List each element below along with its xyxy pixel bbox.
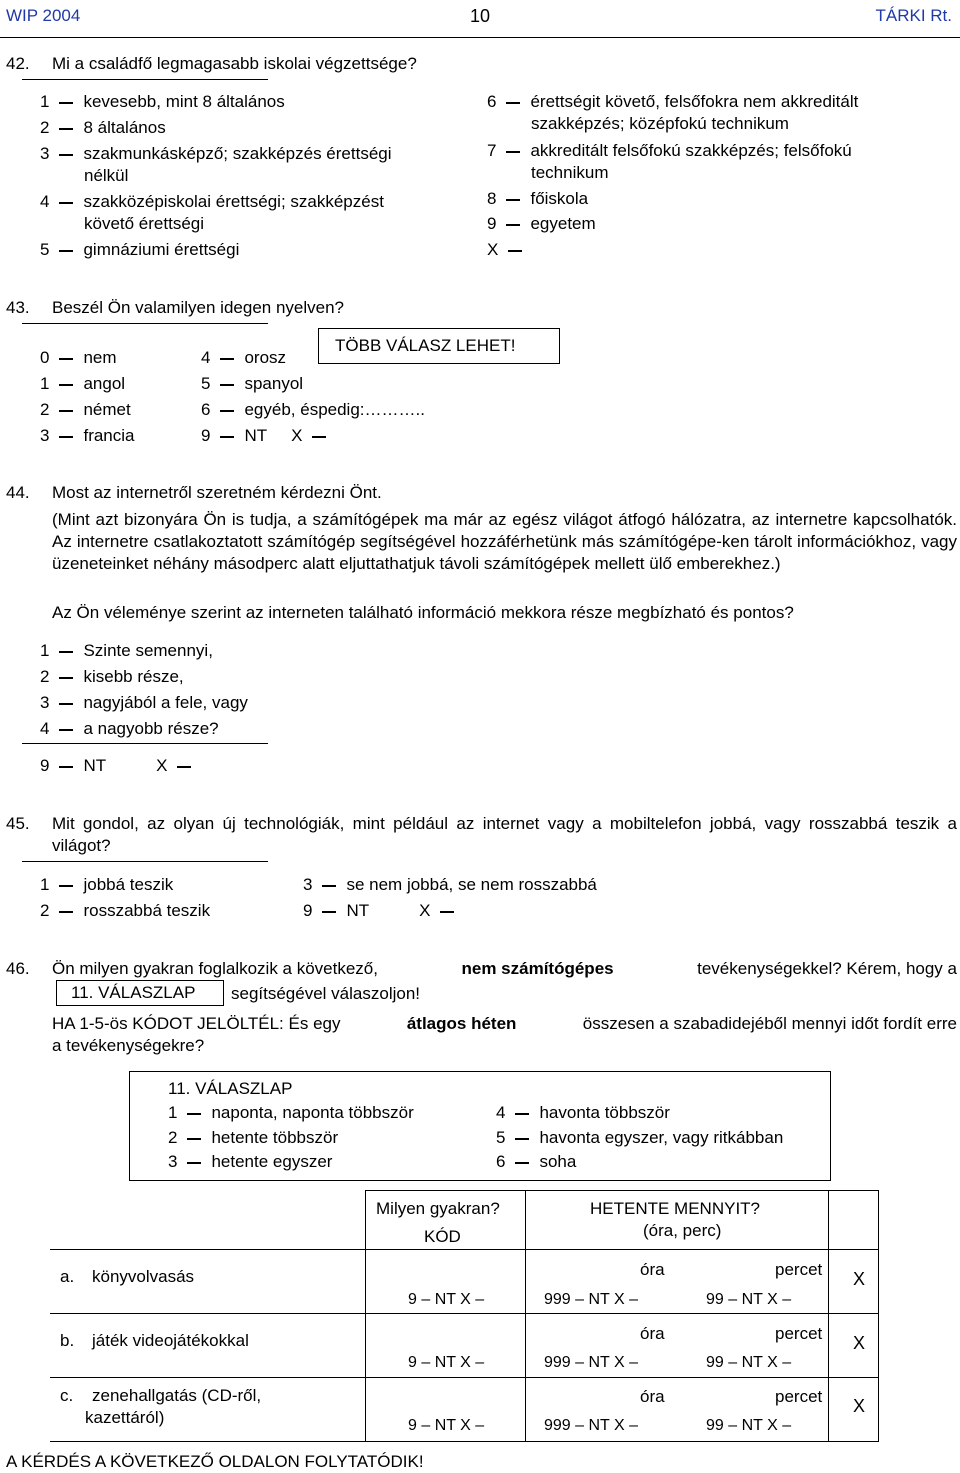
- activity-letter: a.: [60, 1267, 75, 1286]
- table-line: [525, 1190, 526, 1441]
- q44-text: Most az internetről szeretném kérdezni Önt.: [52, 483, 382, 502]
- q44-option: 3 nagyjából a fele, vagy: [40, 693, 248, 712]
- q43-option: 3 francia: [40, 426, 135, 445]
- activity-label: zenehallgatás (CD-ről,: [92, 1386, 262, 1405]
- q46-line1: Ön milyen gyakran foglalkozik a következő, nem számítógépes tevékenységekkel? Kérem, hogy a: [52, 959, 957, 978]
- q42-option: 9 egyetem: [487, 214, 596, 233]
- q43-option: 2 német: [40, 400, 131, 419]
- table-line: [50, 1313, 879, 1314]
- q42-option: 2 8 általános: [40, 118, 166, 137]
- showcard-option: 3 hetente egyszer: [168, 1152, 333, 1171]
- hours-nt: 999 – NT X –: [544, 1417, 638, 1434]
- header-rule: [0, 37, 960, 38]
- q45-option: 9 NT X: [303, 901, 464, 921]
- q46-number: 46.: [6, 959, 30, 978]
- col-header-weekly: HETENTE MENNYIT?: [590, 1199, 761, 1218]
- q44-paragraph: (Mint azt bizonyára Ön is tudja, a számítógépek ma már az egész világot átfogó hálózatra, az internetre kapcsolhatók. Az internetre csatlakoztatott számítógép segítségével hozzáférhetünk más számítógépe-ken tárolt információkhoz, vagy üzeneteinket néhány másodperc alatt eljuttathatjuk távoli számítógépek mellett ülő emberekhez.): [52, 510, 957, 573]
- minutes-label: percet: [775, 1387, 823, 1406]
- table-line: [50, 1377, 879, 1378]
- q45-number: 45.: [6, 814, 30, 833]
- q44-number: 44.: [6, 483, 30, 502]
- q43-text: Beszél Ön valamilyen idegen nyelven?: [52, 298, 345, 317]
- q44-option: 4 a nagyobb része?: [40, 719, 219, 738]
- hours-nt: 999 – NT X –: [544, 1354, 638, 1371]
- col-header-frequency: Milyen gyakran?: [376, 1199, 500, 1218]
- q43-option: 5 spanyol: [201, 374, 304, 393]
- q45-rule: [22, 861, 268, 862]
- q42-option-cont: technikum: [531, 163, 609, 182]
- activity-label-cont: kazettáról): [85, 1408, 165, 1427]
- table-line: [365, 1190, 366, 1441]
- minutes-label: percet: [775, 1324, 823, 1343]
- page-number: 10: [470, 6, 491, 26]
- row-x: X: [853, 1396, 866, 1416]
- q44-rule: [22, 743, 268, 744]
- q42-option-cont: követő érettségi: [84, 214, 205, 233]
- q42-option: 1 kevesebb, mint 8 általános: [40, 92, 285, 111]
- minutes-label: percet: [775, 1260, 823, 1279]
- row-x: X: [853, 1333, 866, 1353]
- showcard-option: 1 naponta, naponta többször: [168, 1103, 414, 1122]
- code-nt: 9 – NT X –: [408, 1417, 485, 1434]
- q43-rule: [22, 323, 268, 324]
- q44-option: 2 kisebb része,: [40, 667, 184, 686]
- table-line: [365, 1190, 879, 1191]
- activity-label: könyvolvasás: [92, 1267, 195, 1286]
- minutes-nt: 99 – NT X –: [706, 1354, 792, 1371]
- showcard-option: 5 havonta egyszer, vagy ritkábban: [496, 1128, 784, 1147]
- q43-option: 9 NT X: [201, 426, 336, 446]
- multi-answer-badge: TÖBB VÁLASZ LEHET!: [318, 328, 560, 364]
- activity-letter: c.: [60, 1386, 74, 1405]
- row-x: X: [853, 1269, 866, 1289]
- code-nt: 9 – NT X –: [408, 1291, 485, 1308]
- q44-question: Az Ön véleménye szerint az interneten található információ mekkora része megbízható és pontos?: [52, 603, 794, 622]
- q42-option: 6 érettségit követő, felsőfokra nem akkreditált: [487, 92, 859, 111]
- activity-letter: b.: [60, 1331, 75, 1350]
- table-line: [828, 1190, 829, 1441]
- hours-label: óra: [640, 1324, 665, 1343]
- hours-label: óra: [640, 1387, 665, 1406]
- q43-option: 0 nem: [40, 348, 117, 367]
- q42-option: 3 szakmunkásképző; szakképzés érettségi: [40, 144, 392, 163]
- q42-option: 7 akkreditált felsőfokú szakképzés; felsőfokú: [487, 141, 852, 160]
- header-right: TÁRKI Rt.: [875, 6, 952, 25]
- col-header-unit: (óra, perc): [643, 1221, 722, 1240]
- q45-option: 2 rosszabbá teszik: [40, 901, 211, 920]
- q42-option: 5 gimnáziumi érettségi: [40, 240, 240, 259]
- q45-option: 3 se nem jobbá, se nem rosszabbá: [303, 875, 597, 894]
- q43-option: 1 angol: [40, 374, 126, 393]
- header-left: WIP 2004: [6, 6, 81, 25]
- q42-number: 42.: [6, 54, 30, 73]
- showcard-option: 2 hetente többször: [168, 1128, 339, 1147]
- q43-number: 43.: [6, 298, 30, 317]
- q44-nt-option: 9 NT X: [40, 756, 201, 776]
- q43-option: 6 egyéb, éspedig:………..: [201, 400, 425, 419]
- q42-text: Mi a családfő legmagasabb iskolai végzettsége?: [52, 54, 417, 73]
- showcard-option: 6 soha: [496, 1152, 577, 1171]
- activity-label: játék videojátékokkal: [92, 1331, 249, 1350]
- showcard-title: 11. VÁLASZLAP: [168, 1079, 293, 1098]
- q46-line2: segítségével válaszoljon!: [231, 984, 421, 1003]
- minutes-nt: 99 – NT X –: [706, 1417, 792, 1434]
- showcard-reference: 11. VÁLASZLAP: [56, 980, 224, 1006]
- hours-label: óra: [640, 1260, 665, 1279]
- q45-text: Mit gondol, az olyan új technológiák, mint például az internet vagy a mobiltelefon jobbá, vagy rosszabbá teszik a világot?: [52, 814, 957, 855]
- table-line: [50, 1441, 879, 1442]
- q42-option: 8 főiskola: [487, 189, 589, 208]
- q45-option: 1 jobbá teszik: [40, 875, 174, 894]
- q42-option: 4 szakközépiskolai érettségi; szakképzést: [40, 192, 384, 211]
- q46-instruction: HA 1-5-ös KÓDOT JELÖLTÉL: És egy átlagos héten összesen a szabadidejéből mennyi időt fordít erre: [52, 1014, 957, 1033]
- code-nt: 9 – NT X –: [408, 1354, 485, 1371]
- q46-instruction-cont: a tevékenységekre?: [52, 1036, 205, 1055]
- showcard-option: 4 havonta többször: [496, 1103, 670, 1122]
- q42-rule: [22, 79, 268, 80]
- table-line: [50, 1249, 879, 1250]
- minutes-nt: 99 – NT X –: [706, 1291, 792, 1308]
- q43-option: 4 orosz: [201, 348, 287, 367]
- table-line: [878, 1190, 879, 1441]
- q42-option-cont: nélkül: [84, 166, 129, 185]
- col-header-code: KÓD: [424, 1227, 461, 1246]
- hours-nt: 999 – NT X –: [544, 1291, 638, 1308]
- q42-option-cont: szakképzés; középfokú technikum: [531, 114, 789, 133]
- q42-option-x: X: [487, 240, 532, 260]
- q44-option: 1 Szinte semennyi,: [40, 641, 213, 660]
- continued-note: A KÉRDÉS A KÖVETKEZŐ OLDALON FOLYTATÓDIK!: [6, 1452, 424, 1471]
